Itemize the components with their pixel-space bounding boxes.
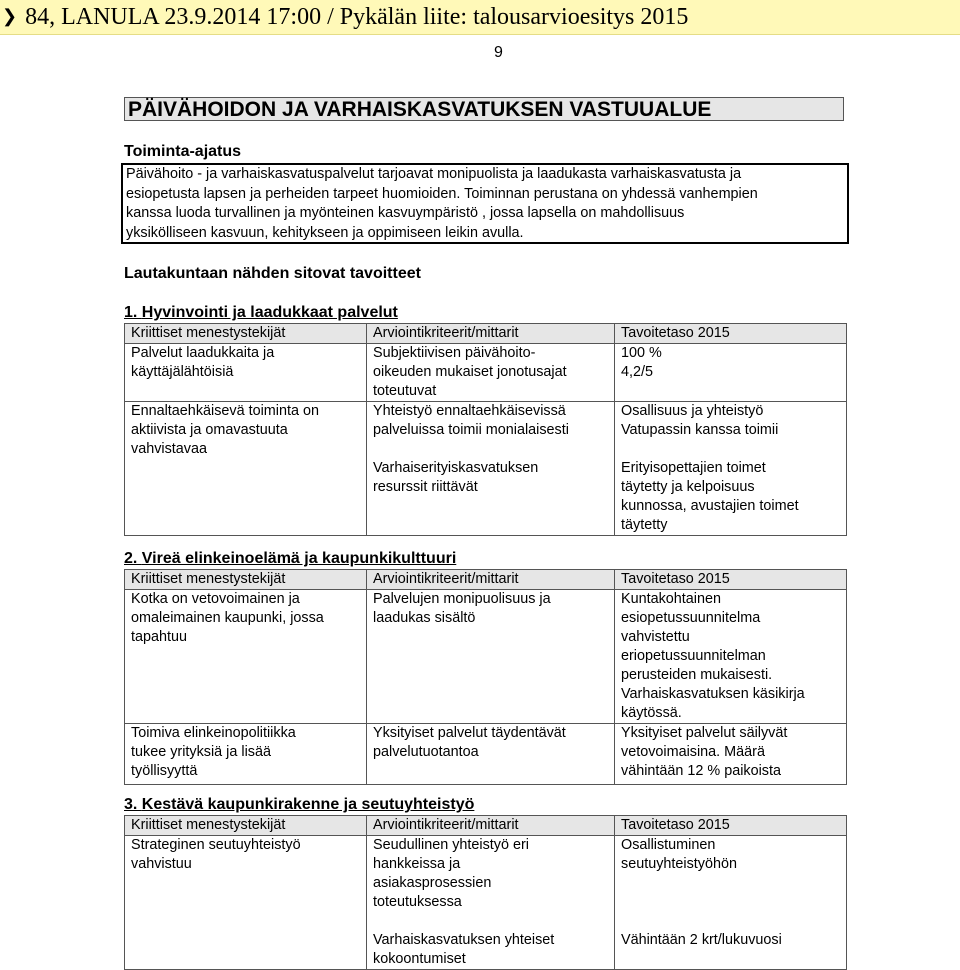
goal-title: Hyvinvointi ja laadukkaat palvelut	[141, 304, 398, 321]
mission-line: yksikölliseen kasvuun, kehitykseen ja oppimiseen leikin avulla.	[126, 224, 524, 241]
mission-line: esiopetusta lapsen ja perheiden tarpeet huomioiden. Toiminnan perustana on yhdessä vanhempien	[126, 185, 758, 202]
cell-target: Osallistuminen seutuyhteistyöhön Vähintään 2 krt/lukuvuosi	[615, 836, 847, 970]
chevron-icon: ❯	[2, 6, 18, 26]
cell-critical-factor: Kotka on vetovoimainen ja omaleimainen kaupunki, jossa tapahtuu	[125, 590, 367, 724]
table-header-row	[125, 324, 847, 344]
cell-target: Yksityiset palvelut säilyvät vetovoimaisina. Määrä vähintään 12 % paikoista	[615, 724, 847, 785]
page-number: 9	[494, 44, 503, 61]
cell-critical-factor: Ennaltaehkäisevä toiminta on aktiivista ja omavastuuta vahvistavaa	[125, 402, 367, 536]
cell-target: 100 % 4,2/5	[615, 344, 847, 402]
goal-heading	[124, 796, 474, 814]
goal-heading	[124, 550, 456, 568]
cell-critical-factor: Palvelut laadukkaita ja käyttäjälähtöisiä	[125, 344, 367, 402]
goal-number: 1.	[124, 304, 142, 321]
header-critical-factors: Kriittiset menestystekijät	[125, 816, 367, 836]
goal-table	[124, 569, 847, 785]
header-target-level: Tavoitetaso 2015	[615, 816, 847, 836]
header-critical-factors: Kriittiset menestystekijät	[125, 570, 367, 590]
header-criteria: Arviointikriteerit/mittarit	[367, 324, 615, 344]
cell-critical-factor: Toimiva elinkeinopolitiikka tukee yrityksiä ja lisää työllisyyttä	[125, 724, 367, 785]
banner-title: 84, LANULA 23.9.2014 17:00 / Pykälän liite: talousarvioesitys 2015	[25, 4, 689, 30]
cell-criteria: Yhteistyö ennaltaehkäisevissä palveluissa toimii monialaisesti Varhaiserityiskasvatuksen resurssit riittävät	[367, 402, 615, 536]
cell-criteria: Palvelujen monipuolisuus ja laadukas sisältö	[367, 590, 615, 724]
goal-table	[124, 323, 847, 536]
table-header-row	[125, 816, 847, 836]
cell-criteria: Subjektiivisen päivähoito- oikeuden mukaiset jonotusajat toteutuvat	[367, 344, 615, 402]
document-banner	[0, 0, 960, 35]
cell-critical-factor: Strateginen seutuyhteistyö vahvistuu	[125, 836, 367, 970]
cell-criteria: Yksityiset palvelut täydentävät palvelutuotantoa	[367, 724, 615, 785]
cell-target: Osallisuus ja yhteistyö Vatupassin kanssa toimii Erityisopettajien toimet täytetty ja kelpoisuus kunnossa, avustajien toimet täytetty	[615, 402, 847, 536]
table-header-row	[125, 570, 847, 590]
table-row	[125, 836, 847, 970]
mission-box	[121, 163, 849, 244]
goal-title: Vireä elinkeinoelämä ja kaupunkikulttuuri	[141, 550, 457, 567]
goal-number: 2.	[124, 550, 142, 567]
goal-table	[124, 815, 847, 970]
table-row	[125, 402, 847, 536]
table-row	[125, 590, 847, 724]
mission-heading: Toiminta-ajatus	[124, 143, 242, 160]
cell-criteria: Seudullinen yhteistyö eri hankkeissa ja asiakasprosessien toteutuksessa Varhaiskasvatuksen yhteiset kokoontumiset	[367, 836, 615, 970]
header-target-level: Tavoitetaso 2015	[615, 324, 847, 344]
table-row	[125, 344, 847, 402]
mission-line: Päivähoito - ja varhaiskasvatuspalvelut tarjoavat monipuolista ja laadukasta varhaiskasvatusta ja	[126, 166, 742, 182]
header-critical-factors: Kriittiset menestystekijät	[125, 324, 367, 344]
goal-title: Kestävä kaupunkirakenne ja seutuyhteistyö	[141, 796, 475, 813]
goals-heading: Lautakuntaan nähden sitovat tavoitteet	[124, 265, 421, 282]
header-target-level: Tavoitetaso 2015	[615, 570, 847, 590]
header-criteria: Arviointikriteerit/mittarit	[367, 816, 615, 836]
goal-heading	[124, 304, 398, 322]
mission-line: kanssa luoda turvallinen ja myönteinen kasvuympäristö , jossa lapsella on mahdollisuus	[126, 205, 685, 221]
goal-number: 3.	[124, 796, 142, 813]
section-title: PÄIVÄHOIDON JA VARHAISKASVATUKSEN VASTUUALUE	[124, 97, 844, 121]
header-criteria: Arviointikriteerit/mittarit	[367, 570, 615, 590]
table-row	[125, 724, 847, 785]
cell-target: Kuntakohtainen esiopetussuunnitelma vahvistettu eriopetussuunnitelman perusteiden mukaisesti. Varhaiskasvatuksen käsikirja käytössä.	[615, 590, 847, 724]
